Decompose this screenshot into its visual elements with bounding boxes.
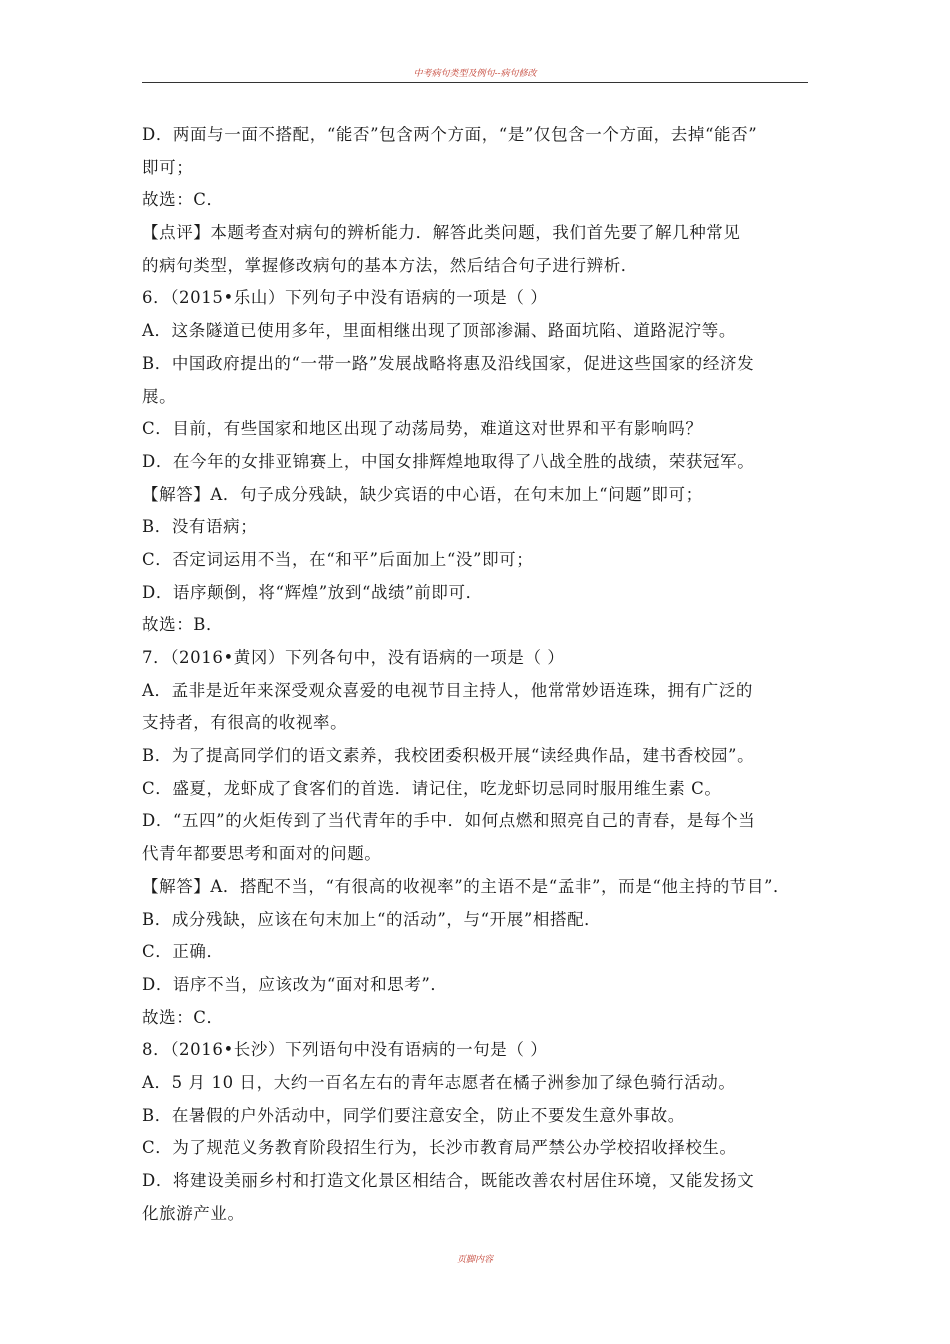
text-line: D．将建设美丽乡村和打造文化景区相结合，既能改善农村居住环境，又能发扬文: [142, 1171, 755, 1190]
text-line: 【解答】A．句子成分残缺，缺少宾语的中心语，在句末加上“问题”即可；: [142, 484, 703, 504]
document-body: [142, 119, 808, 1230]
text-line: C．目前，有些国家和地区出现了动荡局势，难道这对世界和平有影响吗？: [142, 419, 703, 439]
text-line: D．语序不当，应该改为“面对和思考”．: [142, 974, 448, 994]
text-line: D．语序颠倒，将“辉煌”放到“战绩”前即可．: [142, 582, 483, 602]
text-line: D．“五四”的火炬传到了当代青年的手中．如何点燃和照亮自己的青春，是每个当: [142, 811, 756, 831]
page-footer: 页脚内容: [456, 1255, 493, 1265]
text-line: A．孟非是近年来深受观众喜爱的电视节目主持人，他常常妙语连珠，拥有广泛的: [142, 680, 754, 700]
text-line: C．盛夏，龙虾成了食客们的首选．请记住，吃龙虾切忌同时服用维生素 C。: [142, 778, 722, 798]
text-line: 展。: [142, 386, 177, 406]
text-line: 即可；: [142, 157, 194, 177]
text-line: 6．（2015•乐山）下列句子中没有语病的一项是（ ）: [142, 288, 548, 308]
text-line: 的病句类型，掌握修改病句的基本方法，然后结合句子进行辨析．: [142, 255, 638, 275]
text-line: 7．（2016•黄冈）下列各句中，没有语病的一项是（ ）: [142, 648, 565, 667]
text-line: 【解答】A．搭配不当，“有很高的收视率”的主语不是“孟非”，而是“他主持的节目”．: [142, 876, 791, 896]
text-line: A．这条隧道已使用多年，里面相继出现了顶部渗漏、路面坑陷、道路泥泞等。: [142, 321, 736, 341]
text-line: 【点评】本题考查对病句的辨析能力．解答此类问题，我们首先要了解几种常见: [142, 223, 741, 243]
page-header: 中考病句类型及例句--病句修改: [413, 69, 537, 79]
header-divider: [142, 82, 808, 83]
text-line: D．两面与一面不搭配，“能否”包含两个方面，“是”仅包含一个方面，去掉“能否”: [142, 125, 758, 144]
text-line: 故选：B．: [142, 615, 224, 635]
text-line: B．在暑假的户外活动中，同学们要注意安全，防止不要发生意外事故。: [142, 1105, 685, 1125]
text-line: B．为了提高同学们的语文素养，我校团委积极开展“读经典作品，建书香校园”。: [142, 746, 755, 766]
text-line: C．否定词运用不当，在“和平”后面加上“没”即可；: [142, 549, 534, 569]
text-line: A．5 月 10 日，大约一百名左右的青年志愿者在橘子洲参加了绿色骑行活动。: [142, 1072, 736, 1092]
text-line: B．中国政府提出的“一带一路”发展战略将惠及沿线国家，促进这些国家的经济发: [142, 353, 755, 373]
text-line: 8．（2016•长沙）下列语句中没有语病的一句是（ ）: [142, 1040, 548, 1060]
text-line: C．为了规范义务教育阶段招生行为，长沙市教育局严禁公办学校招收择校生。: [142, 1138, 737, 1158]
text-line: C．正确．: [142, 942, 224, 962]
text-line: B．成分残缺，应该在句末加上“的活动”，与“开展”相搭配．: [142, 909, 602, 929]
text-line: 支持者，有很高的收视率。: [142, 713, 348, 733]
text-line: 故选：C．: [142, 190, 224, 210]
text-line: 化旅游产业。: [142, 1203, 245, 1223]
text-line: 故选：C．: [142, 1007, 224, 1027]
text-line: D．在今年的女排亚锦赛上，中国女排辉煌地取得了八战全胜的战绩，荣获冠军。: [142, 451, 755, 471]
text-line: 代青年都要思考和面对的问题。: [142, 844, 382, 864]
text-line: B．没有语病；: [142, 517, 258, 537]
